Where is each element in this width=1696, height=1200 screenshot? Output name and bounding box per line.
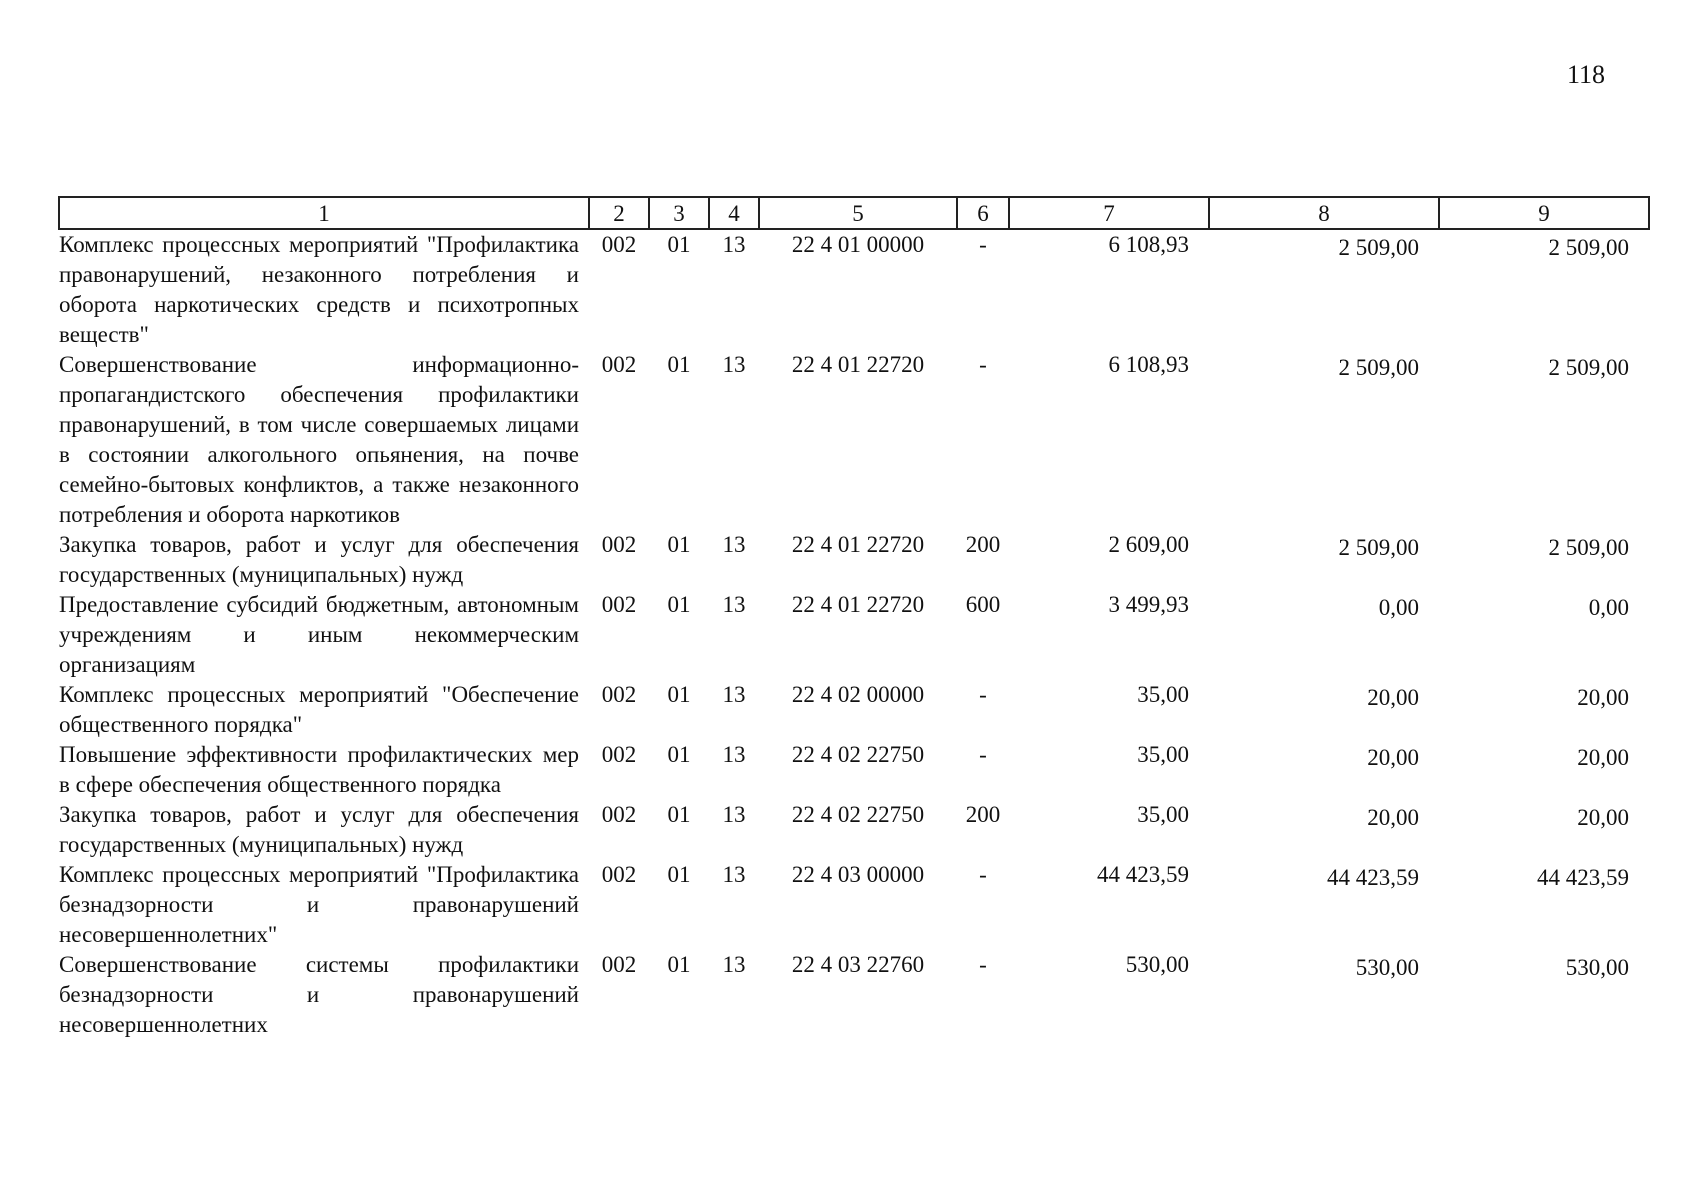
table-row — [59, 350, 1649, 530]
row-col2: 002 — [601, 532, 637, 557]
row-name: Закупка товаров, работ и услуг для обеспечения государственных (муниципальных) нужд — [59, 532, 579, 587]
row-col4: 13 — [722, 232, 746, 257]
row-col8: 2 509,00 — [1338, 235, 1419, 260]
column-header-1: 1 — [59, 197, 589, 229]
row-col5: 22 4 02 22750 — [791, 742, 925, 767]
row-col3: 01 — [667, 352, 691, 377]
row-col3: 01 — [667, 952, 691, 977]
row-col9: 2 509,00 — [1548, 535, 1629, 560]
row-col9: 2 509,00 — [1548, 355, 1629, 380]
row-col6: 200 — [965, 802, 1001, 827]
row-col2: 002 — [601, 592, 637, 617]
row-col8: 44 423,59 — [1327, 865, 1419, 890]
row-col2: 002 — [601, 682, 637, 707]
row-col2: 002 — [601, 742, 637, 767]
row-col8: 0,00 — [1378, 595, 1419, 620]
row-col9: 44 423,59 — [1537, 865, 1629, 890]
row-col9: 530,00 — [1565, 955, 1629, 980]
row-col6: - — [979, 352, 987, 377]
row-col3: 01 — [667, 742, 691, 767]
budget-table — [58, 196, 1650, 1040]
row-col7: 35,00 — [1137, 802, 1189, 827]
row-col3: 01 — [667, 682, 691, 707]
row-col7: 2 609,00 — [1108, 532, 1189, 557]
row-col8: 2 509,00 — [1338, 535, 1419, 560]
page-number: 118 — [1566, 60, 1605, 89]
row-col7: 35,00 — [1137, 682, 1189, 707]
row-col7: 6 108,93 — [1108, 352, 1189, 377]
row-col2: 002 — [601, 352, 637, 377]
row-col2: 002 — [601, 862, 637, 887]
column-header-7: 7 — [1009, 197, 1209, 229]
row-col4: 13 — [722, 742, 746, 767]
row-col7: 6 108,93 — [1108, 232, 1189, 257]
row-col4: 13 — [722, 592, 746, 617]
budget-table-container — [58, 196, 1648, 1040]
column-header-3: 3 — [649, 197, 709, 229]
row-col6: 200 — [965, 532, 1001, 557]
table-header-row — [59, 197, 1649, 229]
row-col9: 20,00 — [1577, 685, 1629, 710]
row-name: Комплекс процессных мероприятий "Обеспечение общественного порядка" — [59, 682, 579, 737]
row-col3: 01 — [667, 532, 691, 557]
row-col7: 530,00 — [1125, 952, 1189, 977]
row-col2: 002 — [601, 802, 637, 827]
row-col9: 0,00 — [1588, 595, 1629, 620]
row-col6: - — [979, 682, 987, 707]
row-col3: 01 — [667, 802, 691, 827]
row-col7: 44 423,59 — [1097, 862, 1189, 887]
row-name: Совершенствование информационно-пропагандистского обеспечения профилактики правонарушений, в том числе совершаемых лицами в состоянии алкогольного опьянения, на почве семейно-бытовых конфликтов, а также незаконного потребления и оборота наркотиков — [59, 352, 579, 527]
row-name: Повышение эффективности профилактических мер в сфере обеспечения общественного порядка — [59, 742, 579, 797]
row-col7: 35,00 — [1137, 742, 1189, 767]
column-header-2: 2 — [589, 197, 649, 229]
row-name: Предоставление субсидий бюджетным, автономным учреждениям и иным некоммерческим организациям — [59, 592, 579, 677]
row-col4: 13 — [722, 862, 746, 887]
column-header-5: 5 — [759, 197, 957, 229]
row-col9: 20,00 — [1577, 805, 1629, 830]
row-col3: 01 — [667, 232, 691, 257]
row-col4: 13 — [722, 532, 746, 557]
row-col6: - — [979, 742, 987, 767]
table-row — [59, 530, 1649, 590]
row-col6: - — [979, 862, 987, 887]
row-col4: 13 — [722, 682, 746, 707]
row-col6: - — [979, 232, 987, 257]
column-header-9: 9 — [1439, 197, 1649, 229]
table-row — [59, 590, 1649, 680]
column-header-4: 4 — [709, 197, 759, 229]
row-col6: - — [979, 952, 987, 977]
table-row — [59, 680, 1649, 740]
row-col9: 20,00 — [1577, 745, 1629, 770]
table-row — [59, 950, 1649, 1040]
table-row — [59, 740, 1649, 800]
row-col6: 600 — [965, 592, 1001, 617]
row-name: Закупка товаров, работ и услуг для обеспечения государственных (муниципальных) нужд — [59, 802, 579, 857]
row-col8: 20,00 — [1367, 805, 1419, 830]
row-col5: 22 4 01 22720 — [791, 532, 925, 557]
table-row — [59, 229, 1649, 350]
row-col5: 22 4 01 00000 — [791, 232, 925, 257]
table-row — [59, 860, 1649, 950]
row-col8: 20,00 — [1367, 745, 1419, 770]
row-name: Комплекс процессных мероприятий "Профилактика безнадзорности и правонарушений несовершеннолетних" — [59, 862, 579, 947]
row-col5: 22 4 01 22720 — [791, 592, 925, 617]
row-col7: 3 499,93 — [1108, 592, 1189, 617]
row-col4: 13 — [722, 802, 746, 827]
row-name: Совершенствование системы профилактики безнадзорности и правонарушений несовершеннолетних — [59, 952, 579, 1037]
row-col9: 2 509,00 — [1548, 235, 1629, 260]
row-col3: 01 — [667, 862, 691, 887]
row-col2: 002 — [601, 952, 637, 977]
row-col4: 13 — [722, 952, 746, 977]
column-header-8: 8 — [1209, 197, 1439, 229]
row-col2: 002 — [601, 232, 637, 257]
row-col5: 22 4 03 22760 — [791, 952, 925, 977]
table-row — [59, 800, 1649, 860]
row-name: Комплекс процессных мероприятий "Профилактика правонарушений, незаконного потребления и оборота наркотических средств и психотропных веществ" — [59, 232, 579, 347]
row-col3: 01 — [667, 592, 691, 617]
row-col5: 22 4 03 00000 — [791, 862, 925, 887]
row-col8: 20,00 — [1367, 685, 1419, 710]
row-col5: 22 4 01 22720 — [791, 352, 925, 377]
row-col5: 22 4 02 00000 — [791, 682, 925, 707]
row-col4: 13 — [722, 352, 746, 377]
row-col5: 22 4 02 22750 — [791, 802, 925, 827]
row-col8: 2 509,00 — [1338, 355, 1419, 380]
row-col8: 530,00 — [1355, 955, 1419, 980]
column-header-6: 6 — [957, 197, 1009, 229]
